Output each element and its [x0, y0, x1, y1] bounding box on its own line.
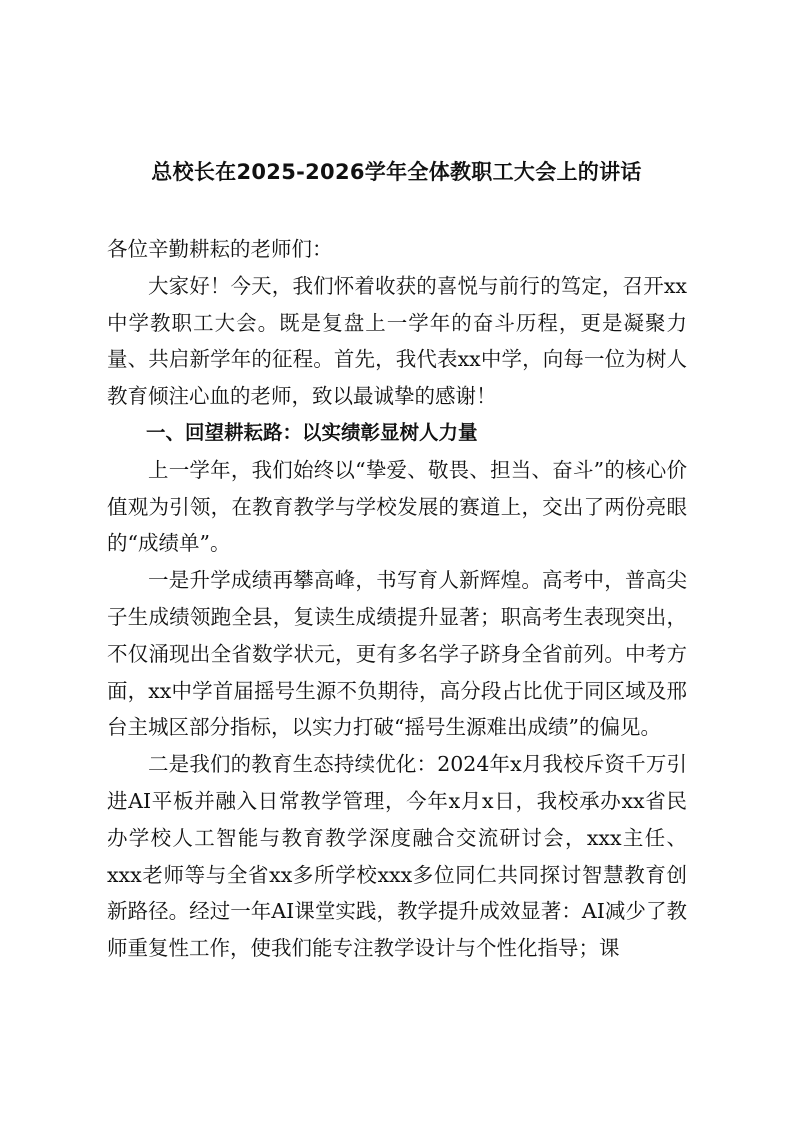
paragraph-education-ecosystem: 二是我们的教育生态持续优化：2024年x月我校斥资千万引进AI平板并融入日常教学管理，今年x月x日，我校承办xx省民办学校人工智能与教育教学深度融合交流研讨会，xxx主任、xxx老师等与全省xx多所学校xxx多位同仁共同探讨智慧教育创新路径。经过一年AI课堂实践，教学提升成效显著：AI减少了教师重复性工作，使我们能专注教学设计与个性化指导；课	[107, 752, 687, 961]
section-heading: 一、回望耕耘路：以实绩彰显树人力量	[146, 420, 478, 444]
salutation: 各位辛勤耕耘的老师们：	[107, 237, 333, 261]
document-body	[107, 231, 687, 967]
paragraph-core-values: 上一学年，我们始终以“挚爱、敬畏、担当、奋斗”的核心价值观为引领，在教育教学与学校发展的赛道上，交出了两份亮眼的“成绩单”。	[107, 457, 687, 556]
paragraph-achievements: 一是升学成绩再攀高峰，书写育人新辉煌。高考中，普高尖子生成绩领跑全县，复读生成绩提升显著；职高考生表现突出，不仅涌现出全省数学状元，更有多名学子跻身全省前列。中考方面，xx中学首届摇号生源不负期待，高分段占比优于同区域及邢台主城区部分指标，以实力打破“摇号生源难出成绩”的偏见。	[107, 568, 687, 740]
page-title: 总校长在2025-2026学年全体教职工大会上的讲话	[151, 160, 642, 184]
paragraph-opening: 大家好！今天，我们怀着收获的喜悦与前行的笃定，召开xx中学教职工大会。既是复盘上一学年的奋斗历程，更是凝聚力量、共启新学年的征程。首先，我代表xx中学，向每一位为树人教育倾注心血的老师，致以最诚挚的感谢！	[107, 273, 687, 409]
